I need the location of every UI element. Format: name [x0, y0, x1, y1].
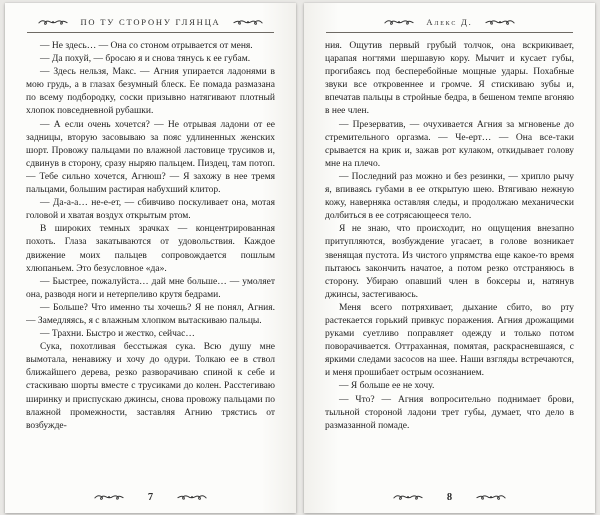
paragraph: — Что? — Агния вопросительно поднимает брови, тыльной стороной ладони трет губы, думает, что дело в размазанной помаде.: [325, 394, 574, 431]
flourish-icon: [476, 493, 506, 502]
running-header: [26, 16, 275, 28]
flourish-icon: [177, 493, 207, 502]
page-footer: [325, 487, 574, 503]
paragraph: Меня всего потряхивает, дыхание сбито, во рту растекается горький привкус поражения. Агния дрожащими руками суетливо поправляет одежду и только потом поворачивается. Оттраханная, помятая, раскрасневшаяся, с яркими следами засосов на шее. Наши взгляды встречаются, и меня прошибает острым осознанием.: [325, 302, 574, 379]
running-header-text: Алекс Д.: [426, 17, 473, 27]
page-right: [304, 3, 595, 513]
paragraph: — Не здесь… — Она со стоном отрывается от меня.: [40, 41, 253, 51]
paragraph: В широких темных зрачках — концентрированная похоть. Глаза закатываются от удовольствия. Каждое движение моих пальцев сопровождается пошлым хлюпаньем. Это безусловное «да».: [26, 224, 275, 274]
paragraph: — Быстрее, пожалуйста… дай мне больше… — умоляет она, разводя ноги и нетерпеливо крутя бедрами.: [26, 276, 275, 300]
page-number: 7: [147, 492, 154, 503]
paragraph: — Последний раз можно и без резинки, — хрипло рычу я, впиваясь губами в ее открытую шею. Втягиваю нежную кожу, наверняка оставляя следы, и продолжаю механически долбиться в ее сотрясающееся тело.: [325, 171, 574, 222]
flourish-icon: [94, 493, 124, 502]
page-footer: [26, 487, 275, 503]
flourish-icon: [38, 18, 68, 27]
paragraph: — Да-а-а… не-е-ет, — сбивчиво поскуливает она, мотая головой и хватая воздух открытым ртом.: [26, 198, 275, 222]
header-rule: [27, 32, 274, 33]
page-left: [5, 3, 296, 513]
paragraph: — Да похуй, — бросаю я и снова тянусь к ее губам.: [40, 54, 251, 65]
page-text: [26, 40, 275, 487]
paragraph: — Больше? Что именно ты хочешь? Я не понял, Агния. — Замедляясь, я с влажным хлопком вытаскиваю пальцы.: [26, 302, 275, 326]
header-rule: [326, 32, 573, 33]
running-header-text: ПО ТУ СТОРОНУ ГЛЯНЦА: [80, 17, 221, 27]
running-header: [325, 16, 574, 28]
paragraph: Я не знаю, что происходит, но ощущения внезапно притупляются, возбуждение угасает, в голове возникает звенящая пустота. Из чистого упрямства еще какое-то время пытаюсь закончить начатое, а потом резко отстраняюсь в сторону. Убираю опавший член в боксеры и, натянув джинсы, застегиваюсь.: [325, 224, 574, 300]
flourish-icon: [393, 493, 423, 502]
paragraph: Сука, похотливая бесстыжая сука. Всю душу мне вымотала, ненавижу и хочу до одури. Толкаю ее в ствол ближайшего дерева, резко разворачиваю спиной к себе и стаскиваю шорты вместе с трусиками до колен. Расстегиваю ширинку и приспускаю джинсы, снова провожу пальцами по влажной промежности, заставляя Агнию трястись от возбужде-: [26, 342, 275, 431]
paragraph: — Здесь нельзя, Макс. — Агния упирается ладонями в мою грудь, а в глазах безумный блеск. Ее помада размазана по всему подбородку, соски призывно натягивают плотный хлопок повседневной рубашки.: [26, 67, 275, 117]
paragraph: — Я больше ее не хочу.: [339, 381, 435, 392]
paragraph: — А если очень хочется? — Не отрывая ладони от ее задницы, вторую засовываю за пояс удлиненных женских шорт. Провожу пальцами по влажной ластовице трусиков и, сдвинув в сторону, сразу ныряю пальцем. Пиздец, там потоп. — Тебе сильно хочется, Агнюш? — Я захожу в нее тремя пальцами, большим растирая набухший клитор.: [26, 119, 275, 196]
paragraph: — Трахни. Быстро и жестко, сейчас…: [40, 329, 195, 340]
flourish-icon: [485, 18, 515, 27]
page-text: [325, 40, 574, 487]
page-number: 8: [446, 492, 453, 503]
paragraph: — Презерватив, — очухивается Агния за мгновенье до стремительного оргазма. — Че-ерт… — Она все-таки срывается на крик и, зажав рот кулаком, откидывает голову мне на плечо.: [325, 119, 574, 169]
flourish-icon: [384, 18, 414, 27]
paragraph: ния. Ощутив первый грубый толчок, она вскрикивает, царапая ногтями шершавую кору. Мычит и кусает губы, прогибаясь под бесперебойные мощные удары. Похабные звуки все откровеннее и громче. Я стискиваю зубы и, впечатав пальцы в стройные бедра, в бешеном темпе вгоняю в нее член.: [325, 41, 574, 117]
flourish-icon: [233, 18, 263, 27]
